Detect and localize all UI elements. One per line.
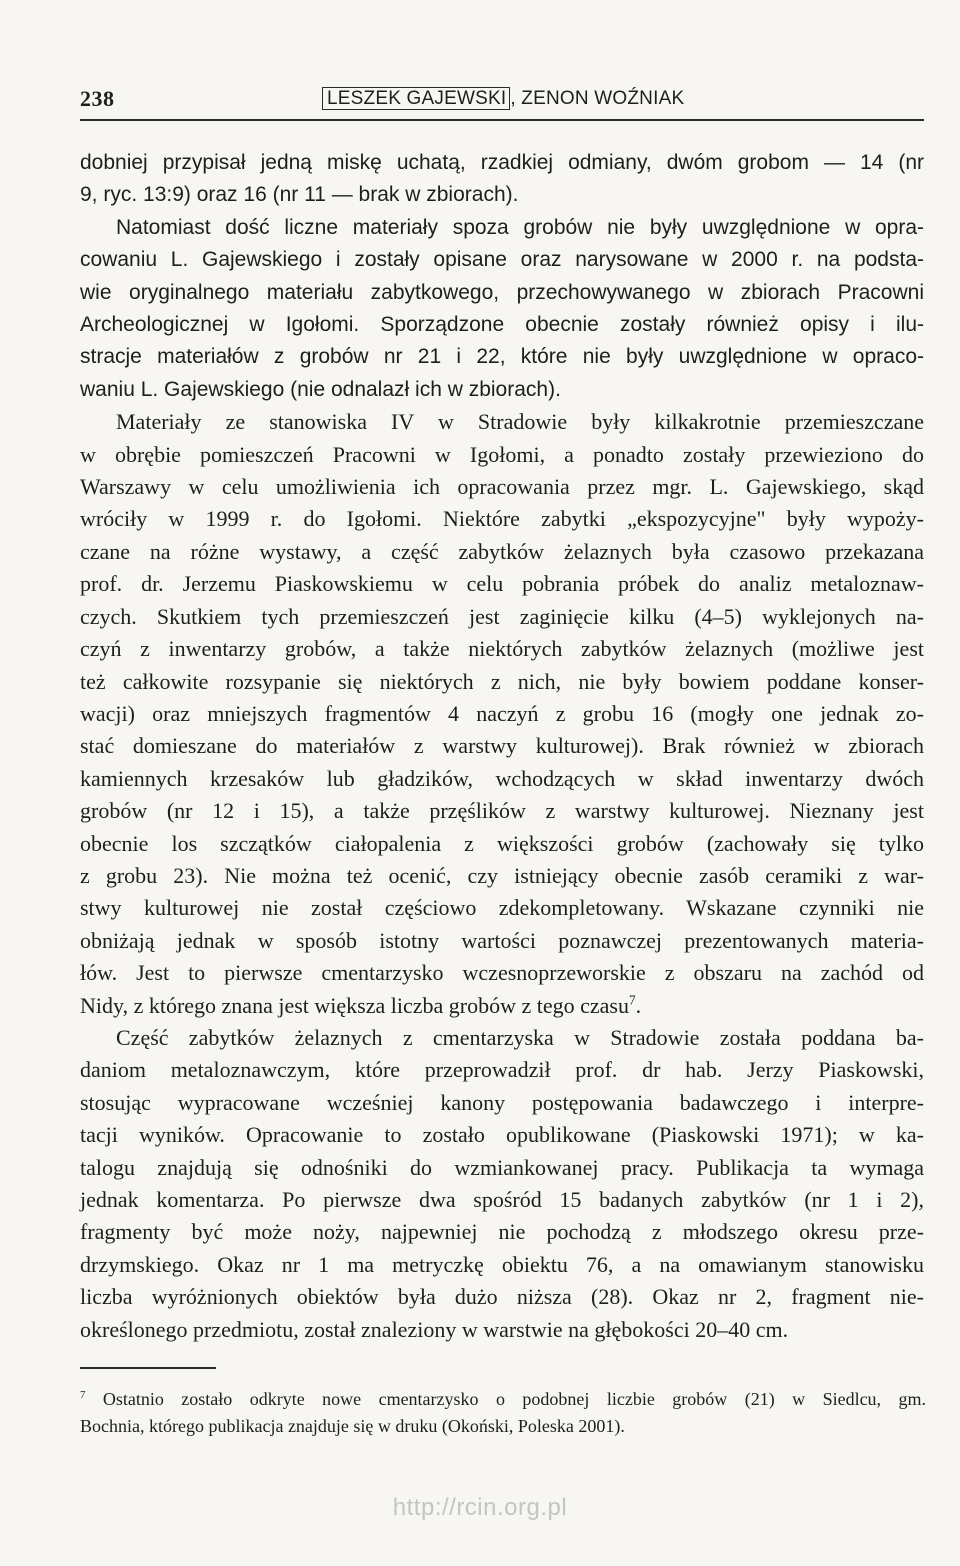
text-line: określonego przedmiotu, został znaleziony w warstwie na głębokości 20–40 cm. [80, 1316, 789, 1342]
running-head [322, 88, 684, 110]
footnote-text: Ostatnio zostało odkryte nowe cmentarzysko o podobnej liczbie grobów (21) w Siedlcu, gm. [102, 1389, 926, 1409]
text-line: łów. Jest to pierwsze cmentarzysko wczesnoprzeworskie z obszaru na zachód od [80, 960, 924, 986]
text-line: Natomiast dość liczne materiały spoza grobów nie były uwzględnione w opra- [116, 215, 924, 239]
footnote-rule [80, 1367, 216, 1369]
page-number: 238 [80, 86, 115, 111]
text-line: kamiennych krzesaków lub gładzików, wchodzących w skład inwentarzy dwóch [80, 765, 924, 791]
text-line: czyń z inwentarzy grobów, a także niektórych zabytków żelaznych (możliwe jest [80, 636, 924, 662]
text-line: grobów (nr 12 i 15), a także przęślików z warstwy kulturowej. Nieznany jest [80, 798, 924, 824]
text-line: drzymskiego. Okaz nr 1 ma metryczkę obiektu 76, a na omawianym stanowisku [80, 1251, 924, 1277]
footnote-number: 7 [80, 1389, 86, 1401]
text-line: tacji wyników. Opracowanie to zostało opublikowane (Piaskowski 1971); w ka- [80, 1122, 924, 1148]
text-line: prof. dr. Jerzemu Piaskowskiemu w celu pobrania próbek do analiz metaloznaw- [80, 571, 924, 597]
running-head-author-rest: , ZENON WOŹNIAK [510, 88, 685, 109]
text-line: obecnie los szczątków ciałopalenia z większości grobów (zachowały się tylko [80, 830, 924, 856]
text-line: z grobu 23). Nie można też ocenić, czy istniejący obecnie zasób ceramiki z war- [80, 862, 924, 888]
footnotes [80, 1386, 926, 1440]
text-line: Część zabytków żelaznych z cmentarzyska w Stradowie została poddana ba- [116, 1024, 924, 1050]
text-line: wacji) oraz mniejszych fragmentów 4 naczyń z grobu 16 (mogły one jednak zo- [80, 700, 924, 726]
sentence-period: . [635, 992, 642, 1018]
text-line: daniom metaloznawczym, które przeprowadził prof. dr hab. Jerzy Piaskowski, [80, 1057, 924, 1083]
text-line: fragmenty być może noży, najpewniej nie pochodzą z młodszego okresu prze- [80, 1219, 924, 1245]
text-line-content: Nidy, z którego znana jest większa liczba grobów z tego czasu [80, 992, 629, 1018]
text-line: wie oryginalnego materiału zabytkowego, przechowywanego w zbiorach Pracowni [80, 280, 924, 304]
footnote-line: Bochnia, którego publikacja znajduje się w druku (Okoński, Poleska 2001). [80, 1416, 625, 1436]
text-line: czane na różne wystawy, a część zabytków żelaznych była czasowo przekazana [80, 538, 924, 564]
text-line: Warszawy w celu umożliwienia ich opracowania przez mgr. L. Gajewskiego, skąd [80, 474, 924, 500]
text-line: talogu znajdują się odnośniki do wzmiankowanej pracy. Publikacja ta wymaga [80, 1154, 924, 1180]
text-line: stosując wypracowane wcześniej kanony postępowania badawczego i interpre- [80, 1089, 924, 1115]
text-line: liczba wyróżnionych obiektów była dużo niższa (28). Okaz nr 2, fragment nie- [80, 1284, 924, 1310]
running-head-author-boxed: LESZEK GAJEWSKI [322, 87, 510, 110]
text-line: w obrębie pomieszczeń Pracowni w Igołomi, a ponadto zostały przewieziono do [80, 441, 924, 467]
text-line: czych. Skutkiem tych przemieszczeń jest zaginięcie kilku (4–5) wyklejonych na- [80, 603, 924, 629]
text-line: też całkowite rozsypanie się niektórych z nich, nie były bowiem poddane konser- [80, 668, 924, 694]
body-text [80, 147, 924, 1346]
header-rule [80, 119, 924, 121]
text-line: stać domieszane do materiałów z warstwy kulturowej). Brak również w zbiorach [80, 733, 924, 759]
text-line: 9, ryc. 13:9) oraz 16 (nr 11 — brak w zbiorach). [80, 183, 519, 207]
text-line: dobniej przypisał jedną miskę uchatą, rzadkiej odmiany, dwóm grobom — 14 (nr [80, 151, 924, 174]
footnote-ref: 7 [628, 992, 636, 1008]
text-line: cowaniu L. Gajewskiego i zostały opisane oraz narysowane w 2000 r. na podsta- [80, 248, 924, 272]
text-line: wróciły w 1999 r. do Igołomi. Niektóre zabytki „ekspozycyjne" były wypoży- [80, 506, 924, 532]
text-line [80, 990, 924, 1022]
text-line: obniżają jednak w sposób istotny wartości poznawczej prezentowanych materia- [80, 927, 924, 953]
text-line: jednak komentarza. Po pierwsze dwa spośród 15 badanych zabytków (nr 1 i 2), [80, 1187, 924, 1212]
text-line: Archeologicznej w Igołomi. Sporządzone obecnie zostały również opisy i ilu- [80, 313, 924, 337]
footnote-line [80, 1386, 926, 1413]
text-line: Materiały ze stanowiska IV w Stradowie były kilkakrotnie przemieszczane [116, 409, 924, 435]
text-line: waniu L. Gajewskiego (nie odnalazł ich w zbiorach). [80, 377, 561, 401]
footer-url: http://rcin.org.pl [392, 1494, 568, 1521]
text-line: stwy kulturowej nie został częściowo zdekompletowany. Wskazane czynniki nie [80, 895, 924, 921]
text-line: stracje materiałów z grobów nr 21 i 22, które nie były uwzględnione w opraco- [80, 345, 924, 369]
